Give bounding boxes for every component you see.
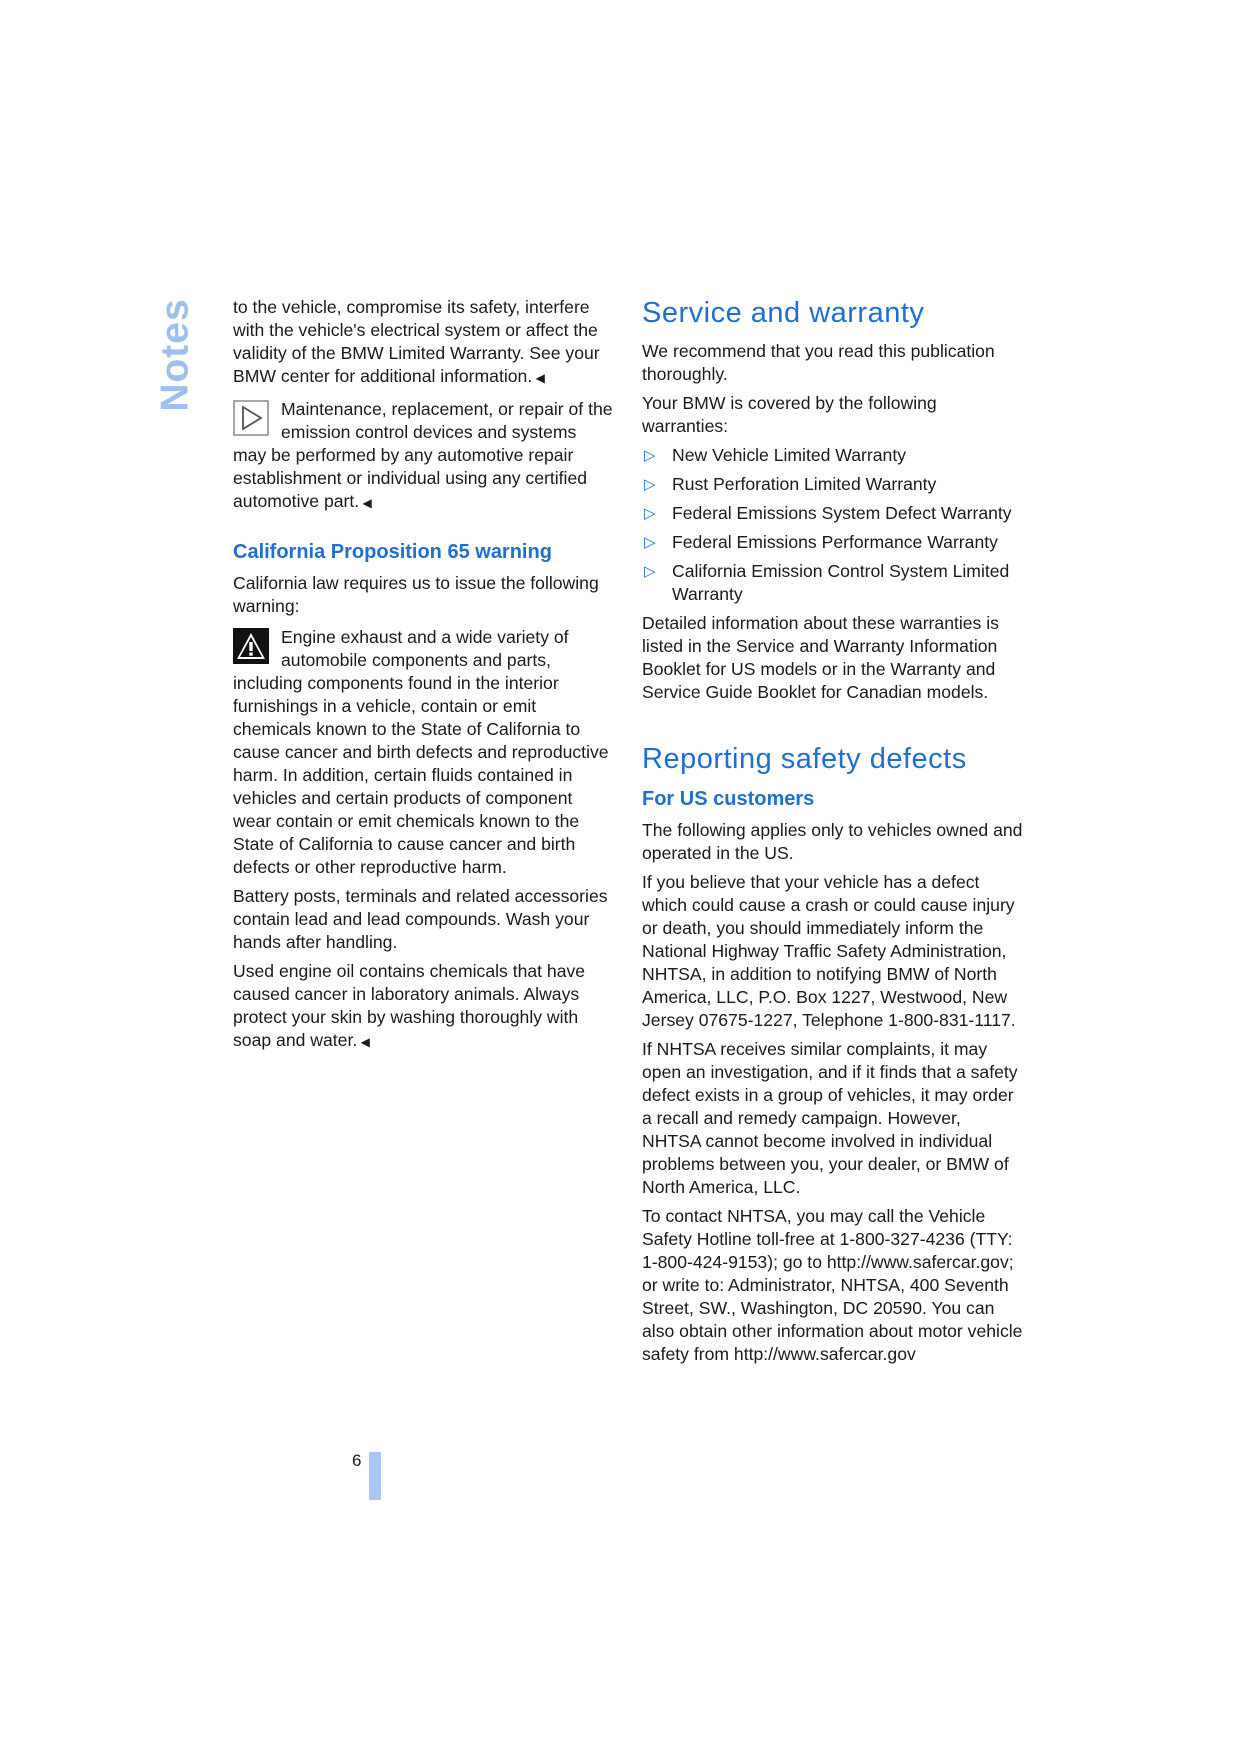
- list-item: ▷ Federal Emissions System Defect Warranty: [644, 503, 1012, 523]
- list-item: ▷ New Vehicle Limited Warranty: [644, 445, 907, 465]
- maintenance-note: [233, 396, 613, 515]
- list-item: ▷ Federal Emissions Performance Warranty: [644, 532, 998, 552]
- maintenance-note-text: Maintenance, replacement, or repair of the emission control devices and systems may be performed by any automotive repair establishment or individual using any certified automotive part. ◀: [233, 399, 613, 511]
- reporting-p2: If you believe that your vehicle has a defect which could cause a crash or could cause injury or death, you should immediately inform the National Highway Traffic Safety Administration, NHTSA, in addition to notifying BMW of North America, LLC, P.O. Box 1227, Westwood, New Jersey 07675-1227, Telephone 1-800-831-1117.: [642, 872, 1016, 1030]
- page-number: 6: [352, 1451, 362, 1470]
- service-p3: Detailed information about these warranties is listed in the Service and Warranty Information Booklet for US models or in the Warranty and Service Guide Booklet for Canadian models.: [642, 613, 999, 702]
- battery-paragraph: Battery posts, terminals and related accessories contain lead and lead compounds. Wash your hands after handling.: [233, 886, 608, 952]
- service-p1: We recommend that you read this publication thoroughly.: [642, 341, 995, 384]
- reporting-p1: The following applies only to vehicles owned and operated in the US.: [642, 820, 1023, 863]
- reporting-heading: Reporting safety defects: [642, 743, 967, 775]
- us-customers-heading: For US customers: [642, 788, 815, 810]
- service-heading: Service and warranty: [642, 297, 925, 329]
- list-item: ▷ Rust Perforation Limited Warranty: [644, 474, 937, 494]
- note-triangle-icon: [233, 400, 269, 436]
- prop65-warning-text: Engine exhaust and a wide variety of automobile components and parts, including components found in the interior furnishings in a vehicle, contain or emit chemicals known to the State of California to cause cancer and birth defects and reproductive harm. In addition, certain fluids contained in vehicles and certain products of component wear contain or emit chemicals known to the State of California to cause cancer and birth defects or other reproductive harm.: [233, 627, 609, 877]
- side-tab: [150, 290, 200, 420]
- prop65-heading: California Proposition 65 warning: [233, 541, 552, 563]
- intro-paragraph: to the vehicle, compromise its safety, interfere with the vehicle's electrical system or affect the validity of the BMW Limited Warranty. See your BMW center for additional information. ◀: [233, 296, 613, 390]
- bullet-triangle-icon: ▷: [644, 563, 656, 580]
- reporting-p4: To contact NHTSA, you may call the Vehicle Safety Hotline toll-free at 1-800-327-4236 (TTY: 1-800-424-9153); go to http://www.safercar.gov; or write to: Administrator, NHTSA, 400 Seventh Street, SW., Washington, DC 20590. You can also obtain other information about motor vehicle safety from http://www.safercar.gov: [642, 1206, 1023, 1364]
- bullet-triangle-icon: ▷: [644, 447, 656, 464]
- prop65-warning: [233, 624, 613, 879]
- side-tab-label: Notes: [153, 298, 197, 412]
- reporting-p3: If NHTSA receives similar complaints, it may open an investigation, and if it finds that a safety defect exists in a group of vehicles, it may order a recall and remedy campaign. However, NHTSA cannot become involved in individual problems between you, your dealer, or BMW of North America, LLC.: [642, 1039, 1018, 1197]
- service-p2: Your BMW is covered by the following warranties:: [642, 393, 937, 436]
- prop65-intro: California law requires us to issue the following warning:: [233, 573, 599, 616]
- warranty-list: [642, 444, 1024, 606]
- oil-paragraph: Used engine oil contains chemicals that have caused cancer in laboratory animals. Always protect your skin by washing thoroughly with soap and water. ◀: [233, 960, 613, 1054]
- warning-icon: [233, 628, 269, 664]
- left-column: [233, 296, 613, 1060]
- list-item: ▷ California Emission Control System Limited Warranty: [644, 561, 1010, 604]
- page-marker-bar: [369, 1452, 381, 1500]
- bullet-triangle-icon: ▷: [644, 534, 656, 551]
- right-column: [642, 296, 1024, 1372]
- bullet-triangle-icon: ▷: [644, 476, 656, 493]
- bullet-triangle-icon: ▷: [644, 505, 656, 522]
